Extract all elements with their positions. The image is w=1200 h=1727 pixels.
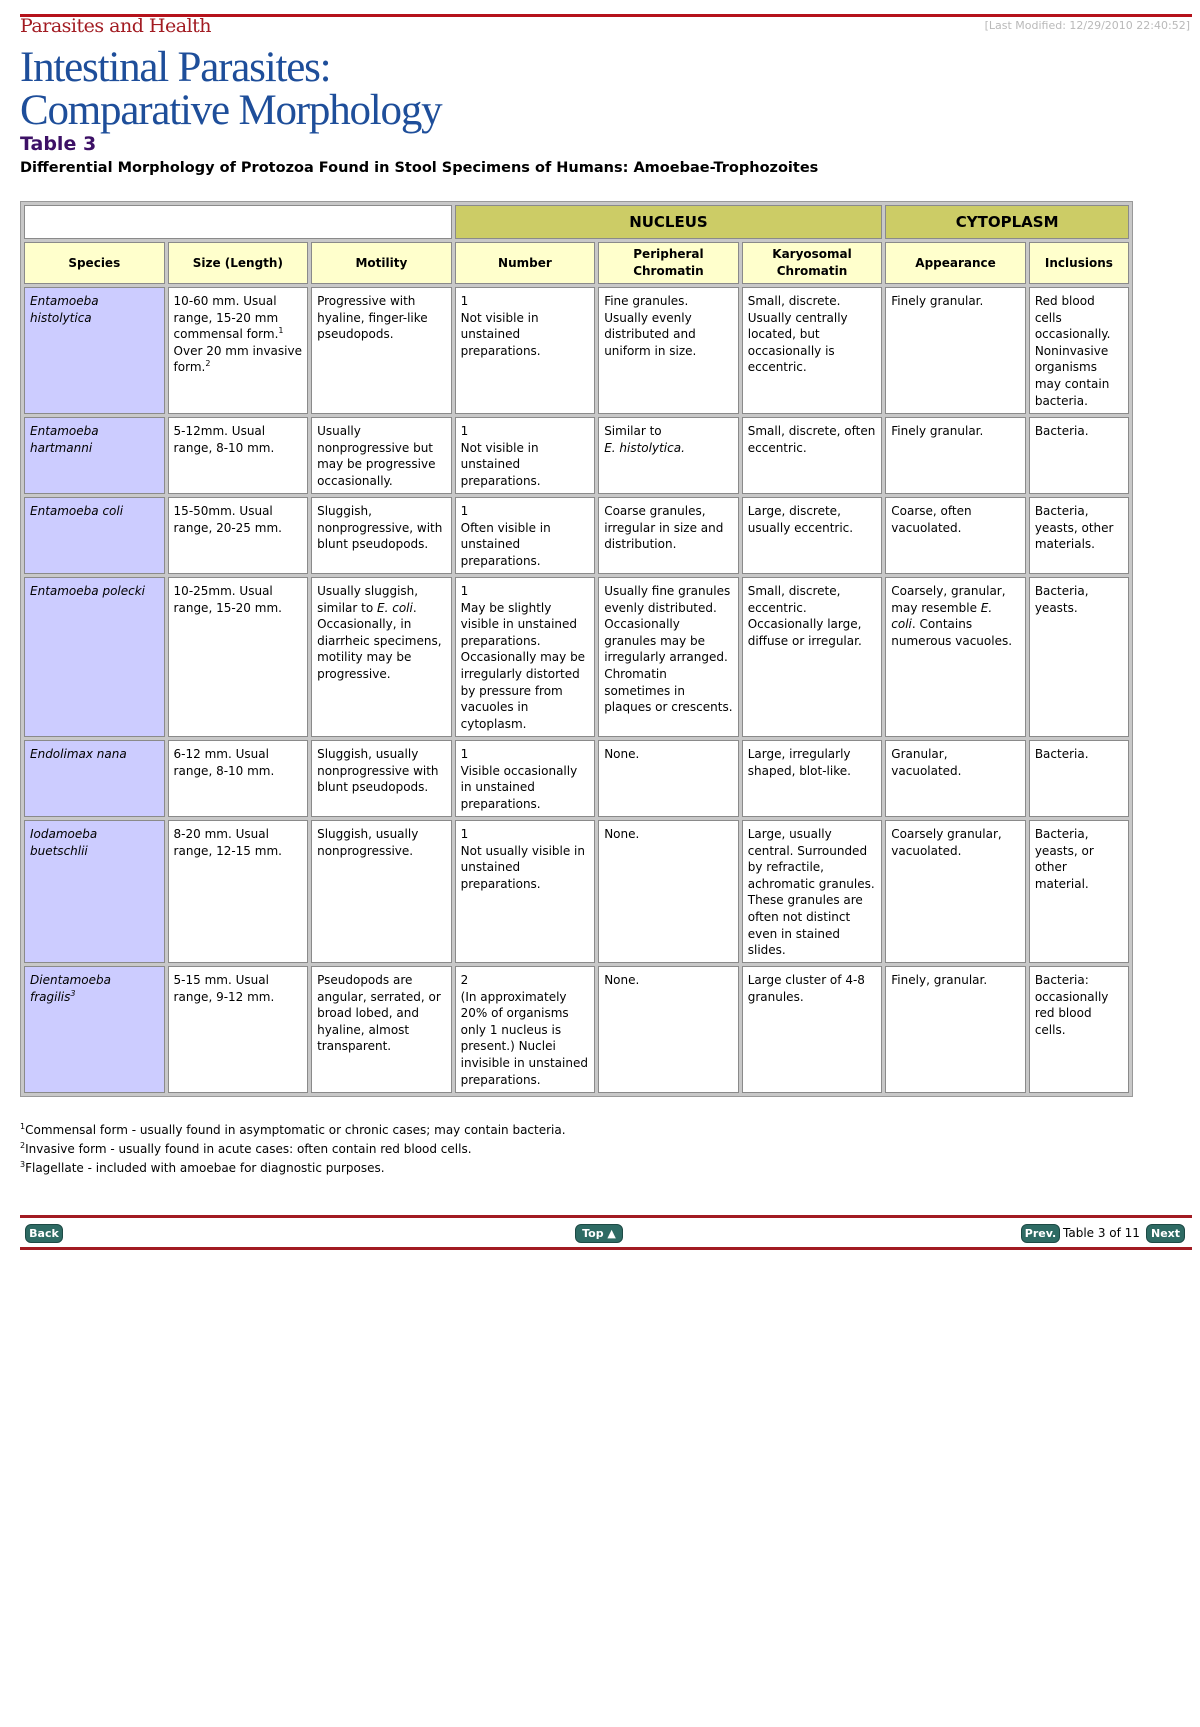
inclusions-cell: Bacteria: occasionally red blood cells.: [1029, 966, 1129, 1093]
size-cell: 5-12mm. Usual range, 8-10 mm.: [168, 417, 309, 494]
footnote-mark: 1: [20, 1122, 26, 1131]
inclusions-cell: Red blood cells occasionally. Noninvasive organisms may contain bacteria.: [1029, 287, 1129, 414]
nucleus-count: 2: [460, 973, 469, 987]
size-cell: 6-12 mm. Usual range, 8-10 mm.: [168, 740, 309, 817]
col-header-inclusions: Inclusions: [1029, 242, 1129, 284]
table-label: Table 3: [20, 133, 97, 155]
appearance-species-ref: E. coli: [891, 600, 993, 632]
footnote-item: [20, 1159, 566, 1178]
next-button[interactable]: Next: [1146, 1224, 1185, 1243]
species-cell: [24, 417, 165, 494]
group-header-nucleus: NUCLEUS: [455, 205, 883, 239]
inclusions-cell: Bacteria, yeasts, other materials.: [1029, 497, 1129, 574]
last-modified: [Last Modified: 12/29/2010 22:40:52]: [984, 19, 1190, 32]
size-text: 10-60 mm. Usual range, 15-20 mm commensal form.: [173, 294, 279, 342]
karyosomal-chromatin-cell: Small, discrete, eccentric. Occasionally large, diffuse or irregular.: [742, 577, 883, 737]
footnote-mark: 3: [20, 1160, 26, 1169]
motility-cell: Usually nonprogressive but may be progressive occasionally.: [311, 417, 452, 494]
species-name: Entamoeba polecki: [30, 584, 146, 598]
appearance-cell: [885, 577, 1026, 737]
species-name: Entamoeba coli: [30, 504, 124, 518]
inclusions-cell: Bacteria, yeasts.: [1029, 577, 1129, 737]
footnote-ref: 2: [205, 359, 211, 369]
appearance-cell: Finely, granular.: [885, 966, 1026, 1093]
peripheral-chromatin-cell: None.: [598, 820, 739, 963]
table-row: [24, 497, 1129, 574]
number-cell: [455, 497, 596, 574]
peripheral-chromatin-cell: Coarse granules, irregular in size and distribution.: [598, 497, 739, 574]
nav-rule-top: [20, 1215, 1192, 1218]
table-row: [24, 966, 1129, 1093]
back-button[interactable]: Back: [25, 1224, 63, 1243]
karyosomal-chromatin-cell: Large, discrete, usually eccentric.: [742, 497, 883, 574]
table-row: [24, 820, 1129, 963]
nucleus-visibility: (In approximately 20% of organisms only 1 nucleus is present.) Nuclei invisible in unstained preparations.: [460, 989, 588, 1087]
nucleus-visibility: Not visible in unstained preparations.: [460, 440, 541, 488]
appearance-text: Coarsely, granular, may resemble: [891, 584, 1006, 615]
number-cell: [455, 287, 596, 414]
species-cell: [24, 497, 165, 574]
size-cell: 5-15 mm. Usual range, 9-12 mm.: [168, 966, 309, 1093]
appearance-cell: Finely granular.: [885, 287, 1026, 414]
footnote-text: Invasive form - usually found in acute cases: often contain red blood cells.: [25, 1142, 472, 1156]
species-name: Entamoeba histolytica: [30, 294, 99, 325]
species-cell: [24, 287, 165, 414]
nucleus-visibility: Not usually visible in unstained preparations.: [460, 843, 585, 891]
motility-cell: Pseudopods are angular, serrated, or broad lobed, and hyaline, almost transparent.: [311, 966, 452, 1093]
motility-species-ref: E. coli: [377, 600, 413, 615]
footnote-text: Flagellate - included with amoebae for diagnostic purposes.: [25, 1161, 385, 1175]
table-caption: Differential Morphology of Protozoa Found in Stool Specimens of Humans: Amoebae-Trophozoites: [20, 160, 819, 176]
karyosomal-chromatin-cell: Small, discrete, often eccentric.: [742, 417, 883, 494]
prev-button[interactable]: Prev.: [1021, 1224, 1060, 1243]
number-cell: [455, 820, 596, 963]
nucleus-count: 1: [460, 827, 469, 841]
species-cell: [24, 740, 165, 817]
species-name: Entamoeba hartmanni: [30, 424, 99, 455]
col-header-peripheral-chromatin: Peripheral Chromatin: [598, 242, 739, 284]
footnote-mark: 2: [20, 1141, 26, 1150]
species-name: Dientamoeba fragilis: [30, 973, 112, 1004]
peripheral-chromatin-cell: None.: [598, 966, 739, 1093]
species-cell: [24, 820, 165, 963]
motility-text: . Occasionally, in diarrheic specimens, motility may be progressive.: [317, 600, 442, 681]
motility-cell: Progressive with hyaline, finger-like pseudopods.: [311, 287, 452, 414]
page-count: Table 3 of 11: [1063, 1226, 1140, 1240]
appearance-cell: Granular, vacuolated.: [885, 740, 1026, 817]
peripheral-chromatin-cell: None.: [598, 740, 739, 817]
site-brand: Parasites and Health: [20, 15, 212, 37]
nucleus-count: 1: [460, 424, 469, 438]
inclusions-cell: Bacteria.: [1029, 740, 1129, 817]
nucleus-count: 1: [460, 747, 469, 761]
nucleus-visibility: Visible occasionally in unstained preparations.: [460, 763, 578, 811]
nav-rule-bottom: [20, 1247, 1192, 1250]
species-cell: [24, 577, 165, 737]
peripheral-species-ref: E. histolytica.: [604, 440, 685, 455]
top-button[interactable]: Top ▲: [575, 1224, 623, 1243]
col-header-appearance: Appearance: [885, 242, 1026, 284]
peripheral-chromatin-cell: Fine granules. Usually evenly distributed and uniform in size.: [598, 287, 739, 414]
species-cell: [24, 966, 165, 1093]
size-cell: [168, 287, 309, 414]
motility-cell: [311, 577, 452, 737]
size-cell: 10-25mm. Usual range, 15-20 mm.: [168, 577, 309, 737]
karyosomal-chromatin-cell: Large cluster of 4-8 granules.: [742, 966, 883, 1093]
table-row: [24, 417, 1129, 494]
nucleus-visibility: Often visible in unstained preparations.: [460, 520, 551, 568]
size-cell: 15-50mm. Usual range, 20-25 mm.: [168, 497, 309, 574]
appearance-cell: Coarsely granular, vacuolated.: [885, 820, 1026, 963]
appearance-cell: Finely granular.: [885, 417, 1026, 494]
col-header-motility: Motility: [311, 242, 452, 284]
nucleus-visibility: Not visible in unstained preparations.: [460, 310, 541, 358]
karyosomal-chromatin-cell: Small, discrete. Usually centrally located, but occasionally is eccentric.: [742, 287, 883, 414]
group-header-blank: [24, 205, 452, 239]
peripheral-chromatin-cell: [598, 417, 739, 494]
col-header-size: Size (Length): [168, 242, 309, 284]
number-cell: [455, 417, 596, 494]
motility-text: Usually sluggish, similar to: [317, 584, 419, 615]
footnote-ref: 1: [278, 326, 284, 336]
motility-cell: Sluggish, usually nonprogressive with blunt pseudopods.: [311, 740, 452, 817]
inclusions-cell: Bacteria.: [1029, 417, 1129, 494]
footnote-text: Commensal form - usually found in asymptomatic or chronic cases; may contain bacteria.: [25, 1123, 566, 1137]
nucleus-visibility: May be slightly visible in unstained preparations. Occasionally may be irregularly distorted by pressure from vacuoles in cytoplasm.: [460, 600, 586, 731]
size-cell: 8-20 mm. Usual range, 12-15 mm.: [168, 820, 309, 963]
karyosomal-chromatin-cell: Large, usually central. Surrounded by refractile, achromatic granules. These granules are often not distinct even in stained slides.: [742, 820, 883, 963]
number-cell: [455, 577, 596, 737]
footnotes: [20, 1121, 566, 1178]
col-header-number: Number: [455, 242, 596, 284]
nucleus-count: 1: [460, 294, 469, 308]
number-cell: [455, 966, 596, 1093]
footnote-ref: 3: [70, 988, 76, 998]
footnote-item: [20, 1121, 566, 1140]
number-cell: [455, 740, 596, 817]
group-header-cytoplasm: CYTOPLASM: [885, 205, 1129, 239]
nucleus-count: 1: [460, 584, 469, 598]
peripheral-text: Similar to: [604, 424, 662, 438]
species-name: Endolimax nana: [30, 747, 127, 761]
nucleus-count: 1: [460, 504, 469, 518]
motility-cell: Sluggish, usually nonprogressive.: [311, 820, 452, 963]
table-row: [24, 287, 1129, 414]
page-title-line-2: Comparative Morphology: [20, 87, 442, 134]
karyosomal-chromatin-cell: Large, irregularly shaped, blot-like.: [742, 740, 883, 817]
group-header-row: [24, 205, 1129, 239]
inclusions-cell: Bacteria, yeasts, or other material.: [1029, 820, 1129, 963]
footnote-item: [20, 1140, 566, 1159]
appearance-text: . Contains numerous vacuoles.: [891, 617, 1013, 648]
appearance-cell: Coarse, often vacuolated.: [885, 497, 1026, 574]
morphology-table: [20, 201, 1133, 1097]
col-header-karyosomal-chromatin: Karyosomal Chromatin: [742, 242, 883, 284]
peripheral-chromatin-cell: Usually fine granules evenly distributed. Occasionally granules may be irregularly arranged. Chromatin sometimes in plaques or crescents.: [598, 577, 739, 737]
size-text: Over 20 mm invasive form.: [173, 343, 302, 375]
species-name: Iodamoeba buetschlii: [30, 827, 98, 858]
table-row: [24, 577, 1129, 737]
col-header-species: Species: [24, 242, 165, 284]
page-title-line-1: Intestinal Parasites:: [20, 44, 331, 91]
table-row: [24, 740, 1129, 817]
column-header-row: [24, 242, 1129, 284]
motility-cell: Sluggish, nonprogressive, with blunt pseudopods.: [311, 497, 452, 574]
